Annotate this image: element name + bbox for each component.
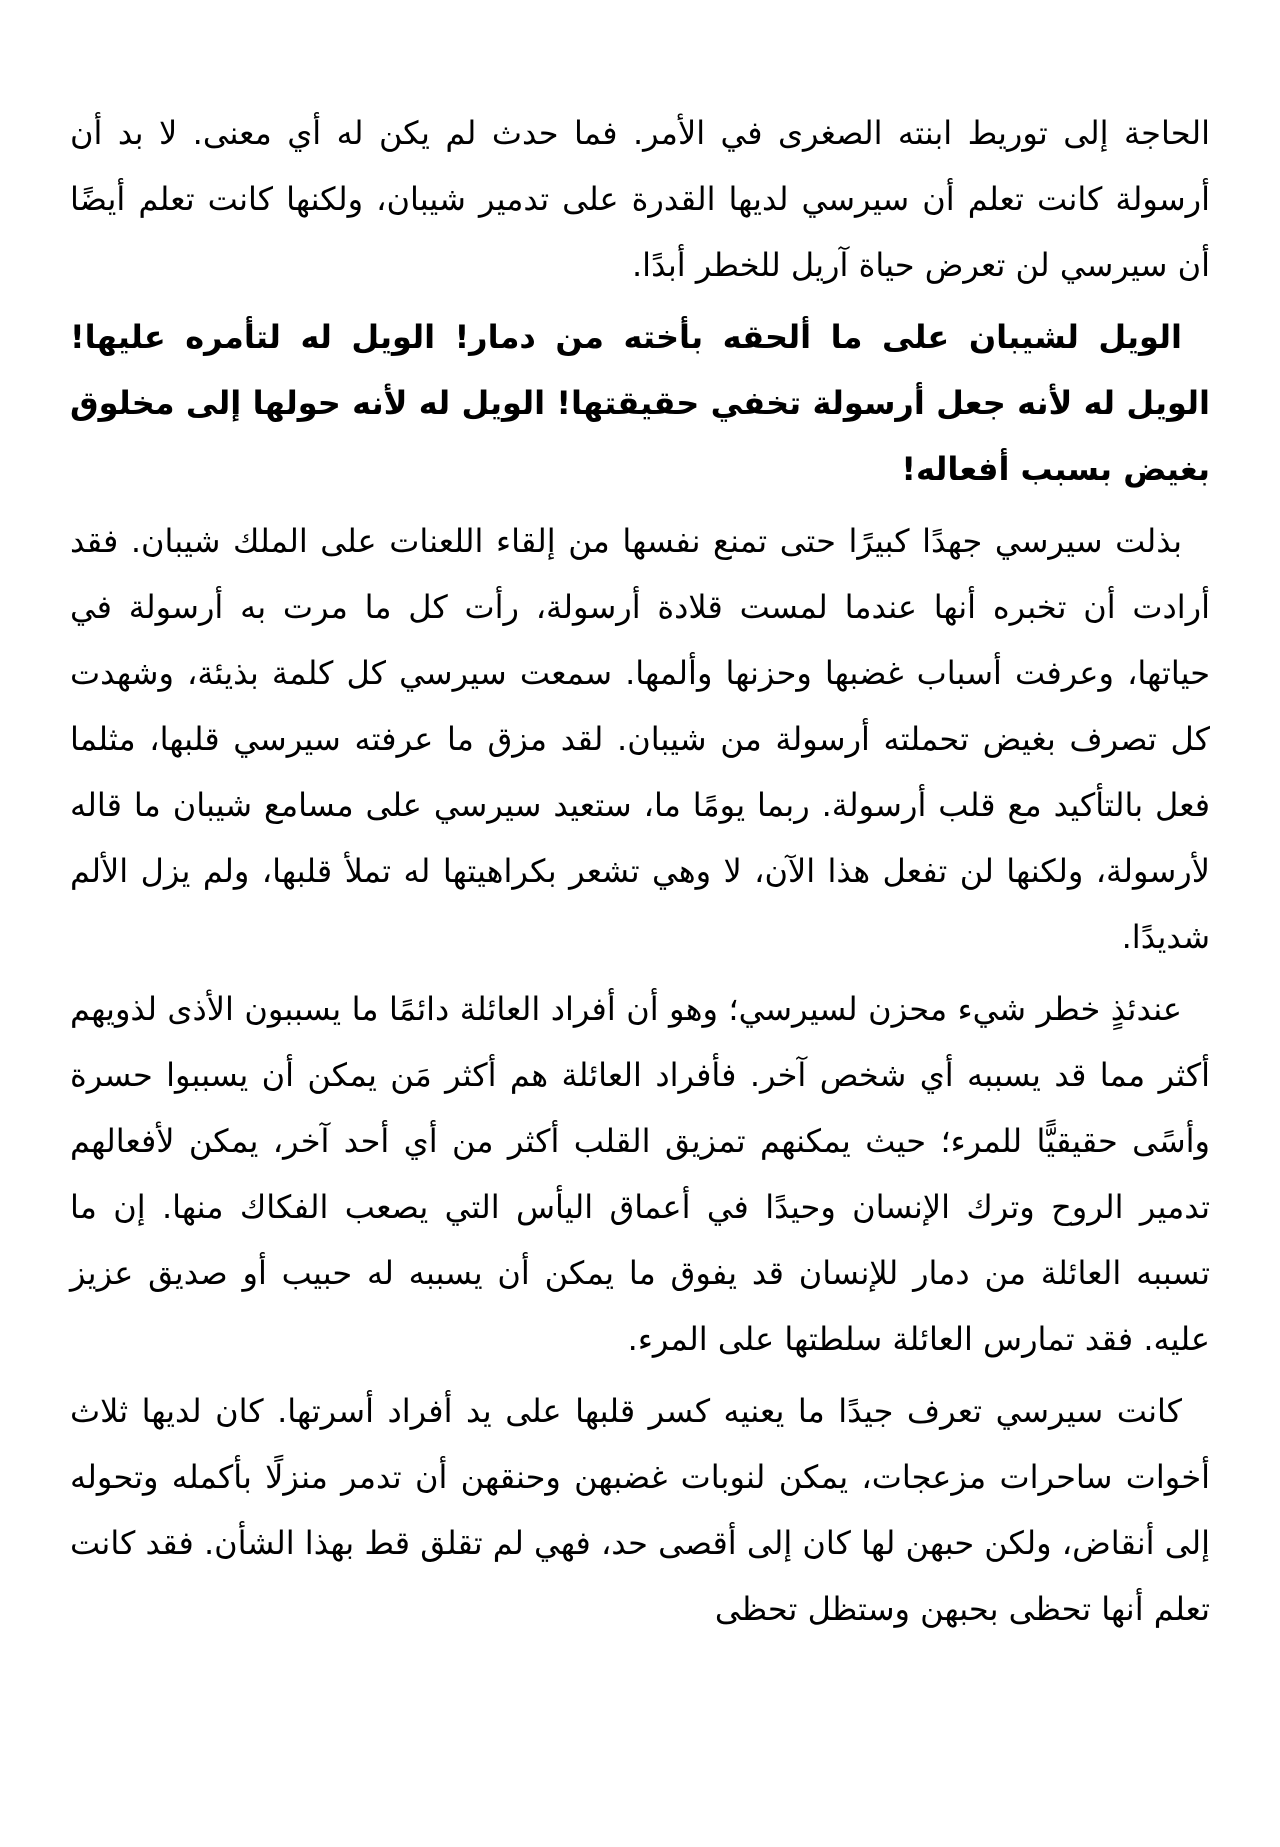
paragraph-continuation: الحاجة إلى توريط ابنته الصغرى في الأمر. فما حدث لم يكن له أي معنى. لا بد أن أرسولة كانت تعلم أن سيرسي لديها القدرة على تدمير شيبان، ولكنها كانت تعلم أيضًا أن سيرسي لن تعرض حياة آريل للخطر أبدًا. <box>70 114 1210 284</box>
paragraph-circe-sisters: كانت سيرسي تعرف جيدًا ما يعنيه كسر قلبها على يد أفراد أسرتها. كان لديها ثلاث أخوات ساحرات مزعجات، يمكن لنوبات غضبهن وحنقهن أن تدمر منزلًا بأكمله وتحوله إلى أنقاض، ولكن حبهن لها كان إلى أقصى حد، فهي لم تقلق قط بهذا الشأن. فقد كانت تعلم أنها تحظى بحبهن وستظل تحظى <box>70 1392 1210 1628</box>
paragraph-circe-restraint: بذلت سيرسي جهدًا كبيرًا حتى تمنع نفسها من إلقاء اللعنات على الملك شيبان. فقد أرادت أن تخبره أنها عندما لمست قلادة أرسولة، رأت كل ما مرت به أرسولة في حياتها، وعرفت أسباب غضبها وحزنها وألمها. سمعت سيرسي كل كلمة بذيئة، وشهدت كل تصرف بغيض تحملته أرسولة من شيبان. لقد مزق ما عرفته سيرسي قلبها، مثلما فعل بالتأكيد مع قلب أرسولة. ربما يومًا ما، ستعيد سيرسي على مسامع شيبان ما قاله لأرسولة، ولكنها لن تفعل هذا الآن، لا وهي تشعر بكراهيتها له تملأ قلبها، ولم يزل الألم شديدًا. <box>70 522 1210 956</box>
paragraph-curse-bold: الويل لشيبان على ما ألحقه بأخته من دمار! الويل له لتأمره عليها! الويل له لأنه جعل أرسولة تخفي حقيقتها! الويل له لأنه حولها إلى مخلوق بغيض بسبب أفعاله! <box>70 318 1210 488</box>
paragraph-family-harm: عندئذٍ خطر شيء محزن لسيرسي؛ وهو أن أفراد العائلة دائمًا ما يسببون الأذى لذويهم أكثر مما قد يسببه أي شخص آخر. فأفراد العائلة هم أكثر مَن يمكن أن يسببوا حسرة وأسًى حقيقيًّا للمرء؛ حيث يمكنهم تمزيق القلب أكثر من أي أحد آخر، يمكن لأفعالهم تدمير الروح وترك الإنسان وحيدًا في أعماق اليأس التي يصعب الفكاك منها. إن ما تسببه العائلة من دمار للإنسان قد يفوق ما يمكن أن يسببه له حبيب أو صديق عزيز عليه. فقد تمارس العائلة سلطتها على المرء. <box>70 990 1210 1358</box>
